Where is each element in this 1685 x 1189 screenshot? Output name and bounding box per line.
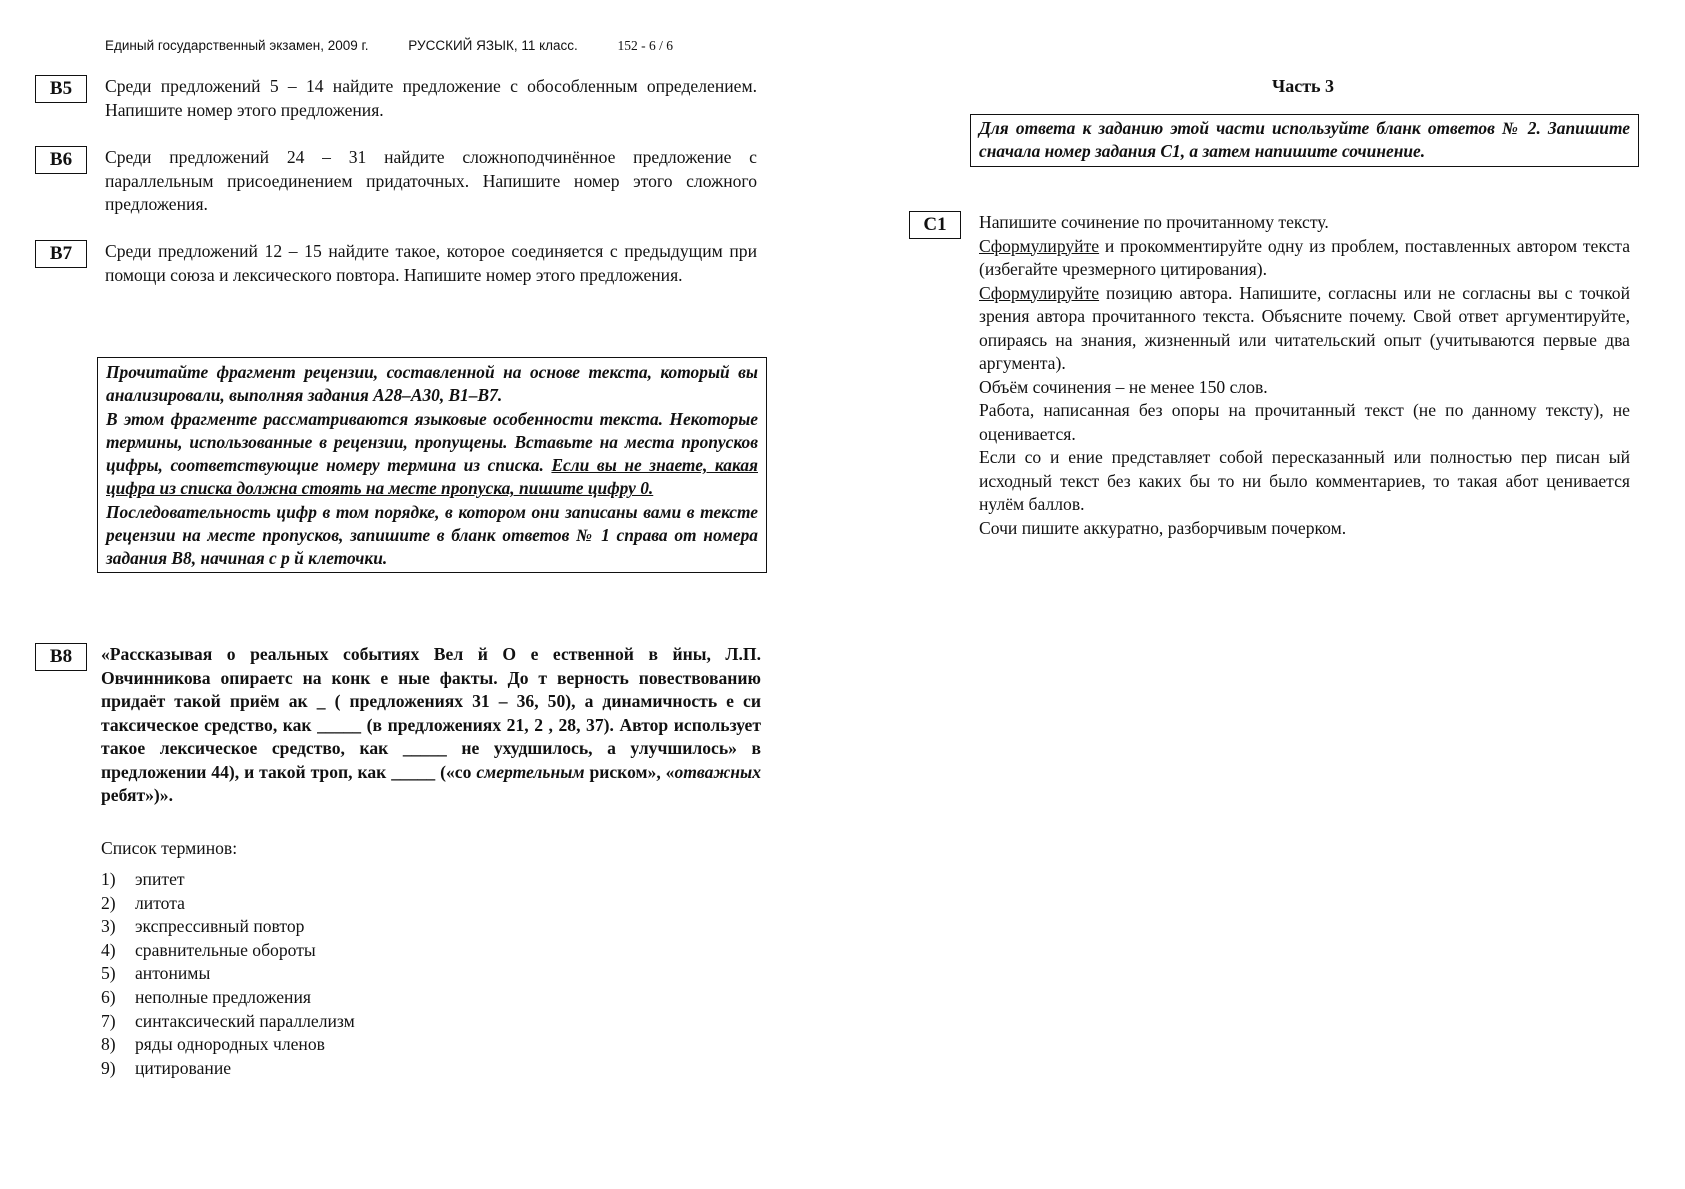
part3-instruction-box: Для ответа к заданию этой части используйте бланк ответов № 2. Запишите сначала номер задания С1, а затем напишите сочинение.: [970, 114, 1639, 167]
terms-list: [101, 868, 355, 1080]
list-item: 5) антонимы: [101, 963, 211, 984]
task-c1-label: С1: [909, 211, 961, 239]
task-b7-text: Среди предложений 12 – 15 найдите такое, которое соединяется с предыдущим при помощи союза и лексического повтора. Напишите номер этого предложения.: [105, 241, 757, 285]
b8-instruction-box: [97, 357, 767, 573]
task-b5-text: Среди предложений 5 – 14 найдите предложение с обособленным определением. Напишите номер этого предложения.: [105, 76, 757, 120]
page-header: [105, 38, 673, 54]
list-item: 8) ряды однородных членов: [101, 1034, 325, 1055]
task-b6-label: В6: [35, 146, 87, 174]
list-item: 9) цитирование: [101, 1057, 232, 1078]
list-item: 2) литота: [101, 892, 185, 913]
list-item: 4) сравнительные обороты: [101, 939, 316, 960]
task-b7-label: В7: [35, 240, 87, 268]
instruction-para-3: Последовательность цифр в том порядке, в котором они записаны вами в тексте рецензии на месте пропусков, запишите в бланк ответов № 1 справа от номера задания В8, начиная с р й клеточки.: [106, 501, 758, 569]
list-item: 1) эпитет: [101, 869, 185, 889]
subject-title: РУССКИЙ ЯЗЫК, 11 класс.: [408, 38, 578, 53]
task-b8-text: «Рассказывая о реальных событиях Вел й О е ественной в йны, Л.П. Овчинникова опираетс на конк е ные факты. До т верность повествованию придаёт такой приём ак _ ( предложениях 31 – 36, 50), а динамичность е си таксическое средство, как _____ (в предложениях 21, 2 , 28, 37). Автор использует такое лексическое средство, как _____ не ухудшилось, а улучшилось» в предложении 44), и такой троп, как _____ («со смертельным риском», «отважных ребят»)».: [101, 644, 761, 805]
page-number: 152 - 6 / 6: [617, 38, 674, 53]
instruction-para-2: В этом фрагменте рассматриваются языковые особенности текста. Некоторые термины, использованные в рецензии, пропущены. Вставьте на места пропусков цифры, соответствующие номеру термина из списка. Если вы не знаете, какая цифра из списка должна стоять на месте пропуска, пишите цифру 0.: [106, 408, 758, 499]
task-b8-label: В8: [35, 643, 87, 671]
list-item: 7) синтаксический параллелизм: [101, 1010, 355, 1031]
terms-list-title: Список терминов:: [101, 838, 238, 858]
part3-title: Часть 3: [1272, 76, 1335, 96]
list-item: 3) экспрессивный повтор: [101, 916, 305, 937]
exam-title: Единый государственный экзамен, 2009 г.: [105, 38, 369, 53]
instruction-underlined: Если вы не знаете, какая цифра из списка должна стоять на месте пропуска, пишите цифру 0.: [106, 455, 758, 499]
task-b5-label: В5: [35, 75, 87, 103]
list-item: 6) неполные предложения: [101, 986, 311, 1007]
task-c1-text: Напишите сочинение по прочитанному тексту. Сформулируйте и прокомментируйте одну из проблем, поставленных автором текста (избегайте чрезмерного цитирования). Сформулируйте позицию автора. Напишите, согласны или не согласны вы с точкой зрения автора прочитанного текста. Объясните почему. Свой ответ аргументируйте, опираясь на знания, жизненный или читательский опыт (учитываются первые два аргумента). Объём сочинения – не менее 150 слов. Работа, написанная без опоры на прочитанный текст (не по данному тексту), не оценивается. Если со и ение представляет собой пересказанный или полностью пер писан ый исходный текст без каких бы то ни было комментариев, то такая абот ценивается нулём баллов. Сочи пишите аккуратно, разборчивым почерком.: [979, 212, 1630, 538]
instruction-para-1: Прочитайте фрагмент рецензии, составленной на основе текста, который вы анализировали, выполняя задания А28–А30, В1–В7.: [106, 362, 758, 406]
task-b6-text: Среди предложений 24 – 31 найдите сложноподчинённое предложение с параллельным присоединением придаточных. Напишите номер этого сложного предложения.: [105, 147, 757, 214]
